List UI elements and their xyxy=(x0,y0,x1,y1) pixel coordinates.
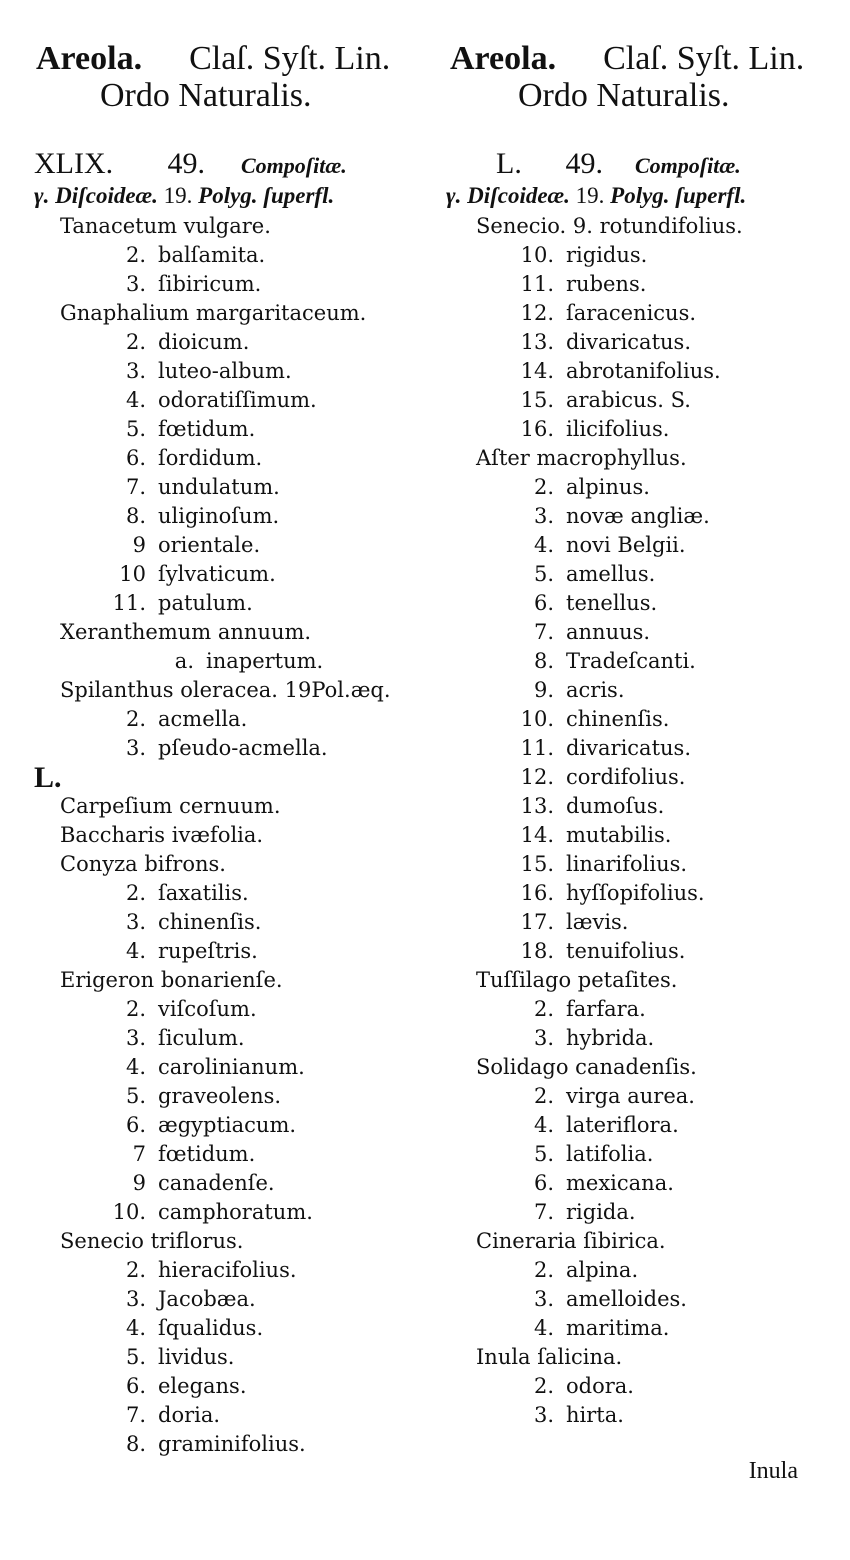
species-epithet: mexicana. xyxy=(566,1171,674,1195)
entry-number: 9. xyxy=(533,678,554,702)
entry-number: 5. xyxy=(533,562,554,586)
species-entry xyxy=(446,647,836,676)
species-entry xyxy=(34,241,434,270)
species-epithet: chinenſis. xyxy=(158,910,262,934)
entry-number: 3. xyxy=(533,1403,554,1427)
entry-number: 8. xyxy=(125,504,146,528)
genus-name: Xeranthemum annuum. xyxy=(60,620,312,644)
species-entry xyxy=(446,908,836,937)
species-entry xyxy=(446,1169,836,1198)
species-epithet: arabicus. S. xyxy=(566,388,691,412)
species-entry xyxy=(34,1169,434,1198)
genus-entry xyxy=(34,299,434,328)
genus-entry xyxy=(34,821,434,850)
subdivision-heading xyxy=(446,182,836,212)
entry-number: 6. xyxy=(533,591,554,615)
entry-number: 8. xyxy=(125,1432,146,1456)
subdivision-class-number: 19. xyxy=(575,183,605,208)
section-marker xyxy=(34,763,434,792)
entry-number: 10. xyxy=(520,243,554,267)
species-entry xyxy=(34,1111,434,1140)
plant-list xyxy=(446,212,836,1430)
species-entry xyxy=(446,1024,836,1053)
species-entry xyxy=(446,1082,836,1111)
species-epithet: alpinus. xyxy=(566,475,650,499)
species-entry xyxy=(34,531,434,560)
entry-number: 7 xyxy=(132,1142,146,1166)
entry-number: 12. xyxy=(520,765,554,789)
entry-number: 13. xyxy=(520,794,554,818)
species-entry xyxy=(34,415,434,444)
entry-number: 6. xyxy=(125,1374,146,1398)
genus-entry xyxy=(34,850,434,879)
species-epithet: alpina. xyxy=(566,1258,639,1282)
entry-number: 7. xyxy=(533,1200,554,1224)
genus-name: Aſter macrophyllus. xyxy=(476,446,687,470)
genus-entry xyxy=(34,676,434,705)
species-entry xyxy=(446,357,836,386)
entry-number: 3. xyxy=(125,272,146,296)
entry-number: 4. xyxy=(125,1055,146,1079)
subdivision-class-order: Polyg. ſuperfl. xyxy=(198,183,335,208)
species-epithet: rigida. xyxy=(566,1200,636,1224)
species-entry xyxy=(446,1140,836,1169)
species-epithet: hirta. xyxy=(566,1403,624,1427)
species-epithet: camphoratum. xyxy=(158,1200,313,1224)
header-areola: Areola. xyxy=(36,40,143,77)
left-running-header xyxy=(36,40,390,114)
entry-number: 15. xyxy=(520,388,554,412)
species-entry xyxy=(446,270,836,299)
subdivision-class-number: 19. xyxy=(163,183,193,208)
species-epithet: acris. xyxy=(566,678,625,702)
entry-number: 2. xyxy=(533,1374,554,1398)
species-entry xyxy=(34,1314,434,1343)
species-epithet: divaricatus. xyxy=(566,736,691,760)
entry-number: a. xyxy=(174,649,194,673)
entry-number: 10 xyxy=(119,562,146,586)
species-epithet: elegans. xyxy=(158,1374,247,1398)
species-entry xyxy=(446,1285,836,1314)
entry-number: 11. xyxy=(112,591,146,615)
species-entry xyxy=(34,879,434,908)
entry-number: 4. xyxy=(533,1113,554,1137)
species-entry xyxy=(446,995,836,1024)
species-epithet: acmella. xyxy=(158,707,248,731)
species-entry xyxy=(446,937,836,966)
genus-name: Gnaphalium margaritaceum. xyxy=(60,301,367,325)
species-entry xyxy=(34,1256,434,1285)
entry-number: 17. xyxy=(520,910,554,934)
entry-number: 3. xyxy=(533,504,554,528)
entry-number: 11. xyxy=(520,736,554,760)
species-epithet: hyſſopifolius. xyxy=(566,881,705,905)
species-epithet: doria. xyxy=(158,1403,221,1427)
species-entry xyxy=(446,792,836,821)
species-entry xyxy=(34,444,434,473)
entry-number: 8. xyxy=(533,649,554,673)
genus-entry xyxy=(446,212,836,241)
species-epithet: ſqualidus. xyxy=(158,1316,264,1340)
species-epithet: odoratiſſimum. xyxy=(158,388,317,412)
species-epithet: tenuifolius. xyxy=(566,939,686,963)
species-epithet: cordifolius. xyxy=(566,765,686,789)
entry-number: 16. xyxy=(520,417,554,441)
natural-order-name: Compoſitæ. xyxy=(241,153,347,178)
genus-name: Solidago canadenſis. xyxy=(476,1055,697,1079)
header-class-system: Claſ. Syſt. Lin. xyxy=(603,40,805,77)
species-epithet: orientale. xyxy=(158,533,261,557)
entry-number: 3. xyxy=(125,1287,146,1311)
right-running-header xyxy=(450,40,804,114)
species-entry xyxy=(446,850,836,879)
genus-entry xyxy=(34,212,434,241)
species-epithet: dumoſus. xyxy=(566,794,665,818)
species-epithet: maritima. xyxy=(566,1316,670,1340)
entry-number: 2. xyxy=(533,1258,554,1282)
species-entry xyxy=(446,676,836,705)
species-entry xyxy=(446,1314,836,1343)
species-epithet: virga aurea. xyxy=(566,1084,695,1108)
species-entry xyxy=(34,1430,434,1459)
species-epithet: lævis. xyxy=(566,910,629,934)
entry-number: 6. xyxy=(533,1171,554,1195)
species-entry xyxy=(446,415,836,444)
species-entry xyxy=(34,1372,434,1401)
entry-number: 4. xyxy=(125,939,146,963)
species-entry xyxy=(446,328,836,357)
species-epithet: ſiculum. xyxy=(158,1026,245,1050)
genus-name: Carpeſium cernuum. xyxy=(60,794,281,818)
entry-number: 2. xyxy=(125,881,146,905)
entry-number: 12. xyxy=(520,301,554,325)
species-epithet: fœtidum. xyxy=(158,417,256,441)
species-epithet: ægyptiacum. xyxy=(158,1113,297,1137)
species-epithet: dioicum. xyxy=(158,330,250,354)
genus-entry xyxy=(446,1343,836,1372)
genus-name: Baccharis ivæfolia. xyxy=(60,823,264,847)
species-epithet: mutabilis. xyxy=(566,823,672,847)
species-epithet: uliginoſum. xyxy=(158,504,280,528)
entry-number: 13. xyxy=(520,330,554,354)
column-heading xyxy=(446,148,836,182)
species-entry xyxy=(34,270,434,299)
species-entry xyxy=(34,1285,434,1314)
species-epithet: pſeudo-acmella. xyxy=(158,736,328,760)
entry-number: 6. xyxy=(125,1113,146,1137)
entry-number: 4. xyxy=(125,388,146,412)
species-epithet: rupeſtris. xyxy=(158,939,258,963)
species-epithet: hieracifolius. xyxy=(158,1258,297,1282)
entry-number: 11. xyxy=(520,272,554,296)
species-entry xyxy=(446,502,836,531)
species-entry xyxy=(34,1024,434,1053)
entry-number: 5. xyxy=(125,1345,146,1369)
entry-number: 3. xyxy=(125,910,146,934)
species-entry xyxy=(446,734,836,763)
species-entry xyxy=(34,560,434,589)
species-epithet: tenellus. xyxy=(566,591,658,615)
species-epithet: graveolens. xyxy=(158,1084,282,1108)
entry-number: 3. xyxy=(125,359,146,383)
entry-number: 7. xyxy=(125,1403,146,1427)
genus-entry xyxy=(446,966,836,995)
species-entry xyxy=(34,1053,434,1082)
species-epithet: patulum. xyxy=(158,591,253,615)
genus-name: Erigeron bonarienſe. xyxy=(60,968,283,992)
entry-number: 4. xyxy=(533,533,554,557)
genus-name: Senecio triflorus. xyxy=(60,1229,244,1253)
species-entry xyxy=(34,908,434,937)
species-epithet: graminifolius. xyxy=(158,1432,306,1456)
genus-name: Tanacetum vulgare. xyxy=(60,214,271,238)
entry-number: 7. xyxy=(533,620,554,644)
entry-number: 14. xyxy=(520,823,554,847)
species-epithet: linarifolius. xyxy=(566,852,688,876)
genus-entry xyxy=(34,966,434,995)
species-epithet: abrotanifolius. xyxy=(566,359,721,383)
species-entry xyxy=(446,879,836,908)
entry-number: 15. xyxy=(520,852,554,876)
species-epithet: farfara. xyxy=(566,997,646,1021)
species-epithet: hybrida. xyxy=(566,1026,655,1050)
species-epithet: rubens. xyxy=(566,272,647,296)
species-entry xyxy=(34,357,434,386)
species-epithet: canadenſe. xyxy=(158,1171,275,1195)
species-entry xyxy=(446,821,836,850)
species-entry xyxy=(34,705,434,734)
species-epithet: Tradeſcanti. xyxy=(566,649,696,673)
species-entry xyxy=(446,386,836,415)
catchword: Inula xyxy=(748,1458,798,1484)
species-entry xyxy=(34,328,434,357)
subdivision-name: Diſcoideæ. xyxy=(55,183,158,208)
species-entry xyxy=(446,1198,836,1227)
entry-number: 9 xyxy=(132,1171,146,1195)
species-entry xyxy=(446,705,836,734)
areola-number: L. xyxy=(496,147,522,180)
entry-number: 2. xyxy=(125,330,146,354)
species-entry xyxy=(34,1198,434,1227)
species-entry xyxy=(34,589,434,618)
entry-number: 6. xyxy=(125,446,146,470)
species-epithet: carolinianum. xyxy=(158,1055,305,1079)
species-entry xyxy=(446,763,836,792)
entry-number: 18. xyxy=(520,939,554,963)
species-entry xyxy=(34,1140,434,1169)
species-entry xyxy=(34,473,434,502)
species-epithet: ſordidum. xyxy=(158,446,263,470)
genus-name: Inula ſalicina. xyxy=(476,1345,623,1369)
species-epithet: rigidus. xyxy=(566,243,648,267)
genus-entry xyxy=(446,444,836,473)
species-entry xyxy=(446,531,836,560)
species-epithet: balſamita. xyxy=(158,243,266,267)
species-entry xyxy=(446,1401,836,1430)
entry-number: 2. xyxy=(533,1084,554,1108)
species-epithet: ſibiricum. xyxy=(158,272,262,296)
genus-entry xyxy=(34,618,434,647)
species-entry xyxy=(34,1343,434,1372)
genus-entry xyxy=(446,1053,836,1082)
section-label: L. xyxy=(34,761,62,794)
species-entry xyxy=(446,560,836,589)
entry-number: 10. xyxy=(520,707,554,731)
entry-number: 2. xyxy=(125,1258,146,1282)
entry-number: 4. xyxy=(533,1316,554,1340)
entry-number: 5. xyxy=(533,1142,554,1166)
entry-number: 7. xyxy=(125,475,146,499)
entry-number: 3. xyxy=(125,1026,146,1050)
entry-number: 3. xyxy=(125,736,146,760)
genus-entry xyxy=(34,792,434,821)
entry-number: 4. xyxy=(125,1316,146,1340)
species-entry xyxy=(34,1401,434,1430)
header-class-system: Claſ. Syſt. Lin. xyxy=(189,40,391,77)
entry-number: 9 xyxy=(132,533,146,557)
species-epithet: undulatum. xyxy=(158,475,280,499)
areola-number: XLIX. xyxy=(34,147,114,180)
header-areola: Areola. xyxy=(450,40,557,77)
entry-number: 3. xyxy=(533,1026,554,1050)
species-entry xyxy=(446,241,836,270)
species-entry xyxy=(34,995,434,1024)
left-column xyxy=(34,148,434,1459)
species-epithet: divaricatus. xyxy=(566,330,691,354)
entry-number: 10. xyxy=(112,1200,146,1224)
entry-number: 3. xyxy=(533,1287,554,1311)
species-epithet: Jacobæa. xyxy=(158,1287,256,1311)
entry-number: 2. xyxy=(125,707,146,731)
species-epithet: chinenſis. xyxy=(566,707,670,731)
column-heading xyxy=(34,148,434,182)
entry-number: 2. xyxy=(533,475,554,499)
entry-number: 5. xyxy=(125,417,146,441)
genus-name: Tuſſilago petaſites. xyxy=(476,968,678,992)
species-entry xyxy=(34,502,434,531)
entry-number: 14. xyxy=(520,359,554,383)
species-entry xyxy=(446,473,836,502)
species-epithet: ſaracenicus. xyxy=(566,301,697,325)
species-epithet: odora. xyxy=(566,1374,634,1398)
species-epithet: amellus. xyxy=(566,562,656,586)
species-epithet: lateriflora. xyxy=(566,1113,679,1137)
species-entry xyxy=(34,937,434,966)
species-epithet: annuus. xyxy=(566,620,651,644)
variety-entry xyxy=(34,647,434,676)
right-column xyxy=(446,148,836,1430)
subdivision-letter: γ. xyxy=(446,183,462,208)
species-entry xyxy=(446,1111,836,1140)
species-entry xyxy=(446,618,836,647)
species-epithet: viſcoſum. xyxy=(158,997,257,1021)
species-epithet: amelloides. xyxy=(566,1287,687,1311)
subdivision-heading xyxy=(34,182,434,212)
entry-number: 2. xyxy=(125,243,146,267)
species-epithet: lividus. xyxy=(158,1345,235,1369)
species-epithet: ilicifolius. xyxy=(566,417,670,441)
plant-list xyxy=(34,212,434,1459)
species-entry xyxy=(446,1372,836,1401)
species-entry xyxy=(34,1082,434,1111)
class-number: 49. xyxy=(565,147,603,180)
header-natural-order: Ordo Naturalis. xyxy=(100,77,312,114)
species-entry xyxy=(34,734,434,763)
species-epithet: inapertum. xyxy=(206,649,324,673)
class-number: 49. xyxy=(167,147,205,180)
natural-order-name: Compoſitæ. xyxy=(635,153,741,178)
species-entry xyxy=(446,299,836,328)
species-epithet: luteo-album. xyxy=(158,359,292,383)
species-epithet: latifolia. xyxy=(566,1142,654,1166)
genus-name: Spilanthus oleracea. 19Pol.æq. xyxy=(60,678,391,702)
genus-entry xyxy=(34,1227,434,1256)
genus-name: Cineraria ſibirica. xyxy=(476,1229,666,1253)
subdivision-letter: γ. xyxy=(34,183,50,208)
entry-number: 5. xyxy=(125,1084,146,1108)
species-epithet: novi Belgii. xyxy=(566,533,686,557)
subdivision-name: Diſcoideæ. xyxy=(467,183,570,208)
species-entry xyxy=(446,1256,836,1285)
genus-entry xyxy=(446,1227,836,1256)
species-epithet: novæ angliæ. xyxy=(566,504,710,528)
species-epithet: fœtidum. xyxy=(158,1142,256,1166)
genus-name: Conyza bifrons. xyxy=(60,852,226,876)
subdivision-class-order: Polyg. ſuperfl. xyxy=(610,183,747,208)
entry-number: 2. xyxy=(533,997,554,1021)
species-entry xyxy=(446,589,836,618)
species-epithet: ſylvaticum. xyxy=(158,562,276,586)
header-natural-order: Ordo Naturalis. xyxy=(518,77,730,114)
entry-number: 16. xyxy=(520,881,554,905)
genus-name: Senecio. 9. rotundifolius. xyxy=(476,214,743,238)
species-entry xyxy=(34,386,434,415)
entry-number: 2. xyxy=(125,997,146,1021)
species-epithet: ſaxatilis. xyxy=(158,881,249,905)
